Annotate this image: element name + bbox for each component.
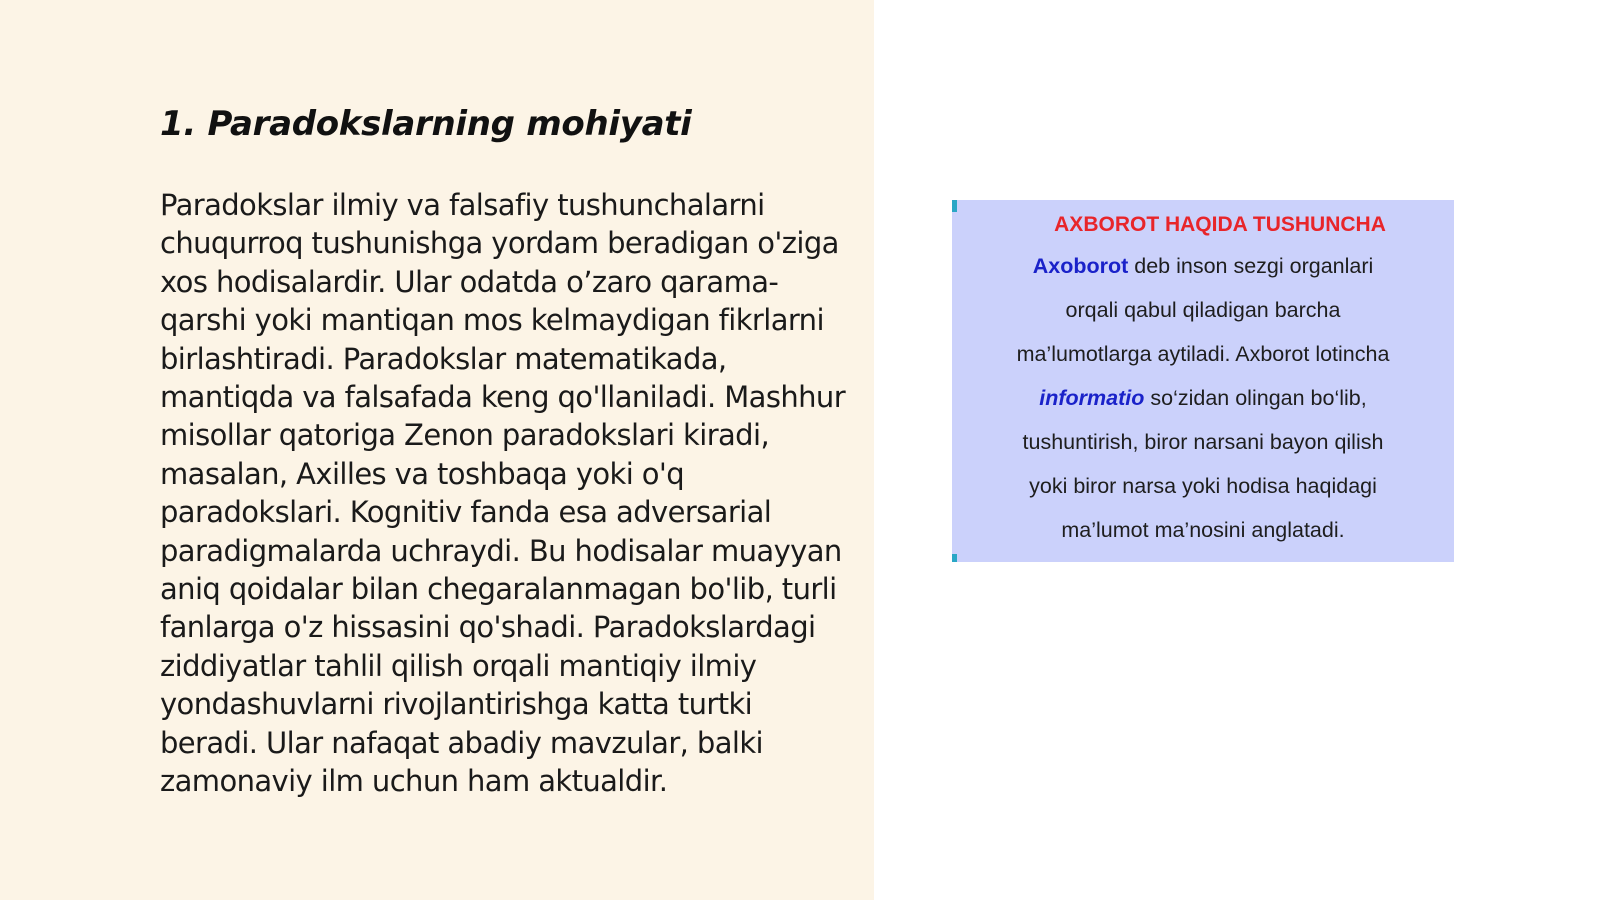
card-title: AXBOROT HAQIDA TUSHUNCHA — [1054, 213, 1386, 236]
card-line-4 — [952, 376, 1454, 420]
slide-title: 1. Paradokslarning mohiyati — [160, 104, 692, 144]
keyword-axoborot: Axoborot — [1032, 254, 1129, 278]
slide-body-text: Paradokslar ilmiy va falsafiy tushunchalarni chuqurroq tushunishga yordam beradigan o'ziga xos hodisalardir. Ular odatda o’zaro qarama-qarshi yoki mantiqan mos kelmaydigan fikrlarni birlashtiradi. Paradokslar matematikada, mantiqda va falsafada keng qo'llaniladi. Mashhur misollar qatoriga Zenon paradokslari kiradi, masalan, Axilles va toshbaqa yoki o'q paradokslari. Kognitiv fanda esa adversarial paradigmalarda uchraydi. Bu hodisalar muayyan aniq qoidalar bilan chegaralanmagan bo'lib, turli fanlarga o'z hissasini qo'shadi. Paradokslardagi ziddiyatlar tahlil qilish orqali mantiqiy ilmiy yondashuvlarni rivojlantirishga katta turtki beradi. Ular nafaqat abadiy mavzular, balki zamonaviy ilm uchun ham aktualdir. — [160, 188, 846, 799]
card-line-3: ma’lumotlarga aytiladi. Axborot lotincha — [1016, 342, 1390, 366]
card-line-4-rest: so‘zidan olingan bo‘lib, — [1144, 386, 1367, 410]
card-line-7: ma’lumot ma’nosini anglatadi. — [1061, 518, 1345, 542]
card-line-1 — [952, 244, 1454, 288]
keyword-informatio: informatio — [1039, 386, 1145, 410]
card-line-6: yoki biror narsa yoki hodisa haqidagi — [1029, 474, 1377, 498]
card-line-5: tushuntirish, biror narsani bayon qilish — [1022, 430, 1384, 454]
axborot-info-card — [952, 200, 1454, 562]
card-line-1-rest: deb inson sezgi organlari — [1128, 254, 1374, 278]
card-line-2: orqali qabul qiladigan barcha — [1065, 298, 1341, 322]
